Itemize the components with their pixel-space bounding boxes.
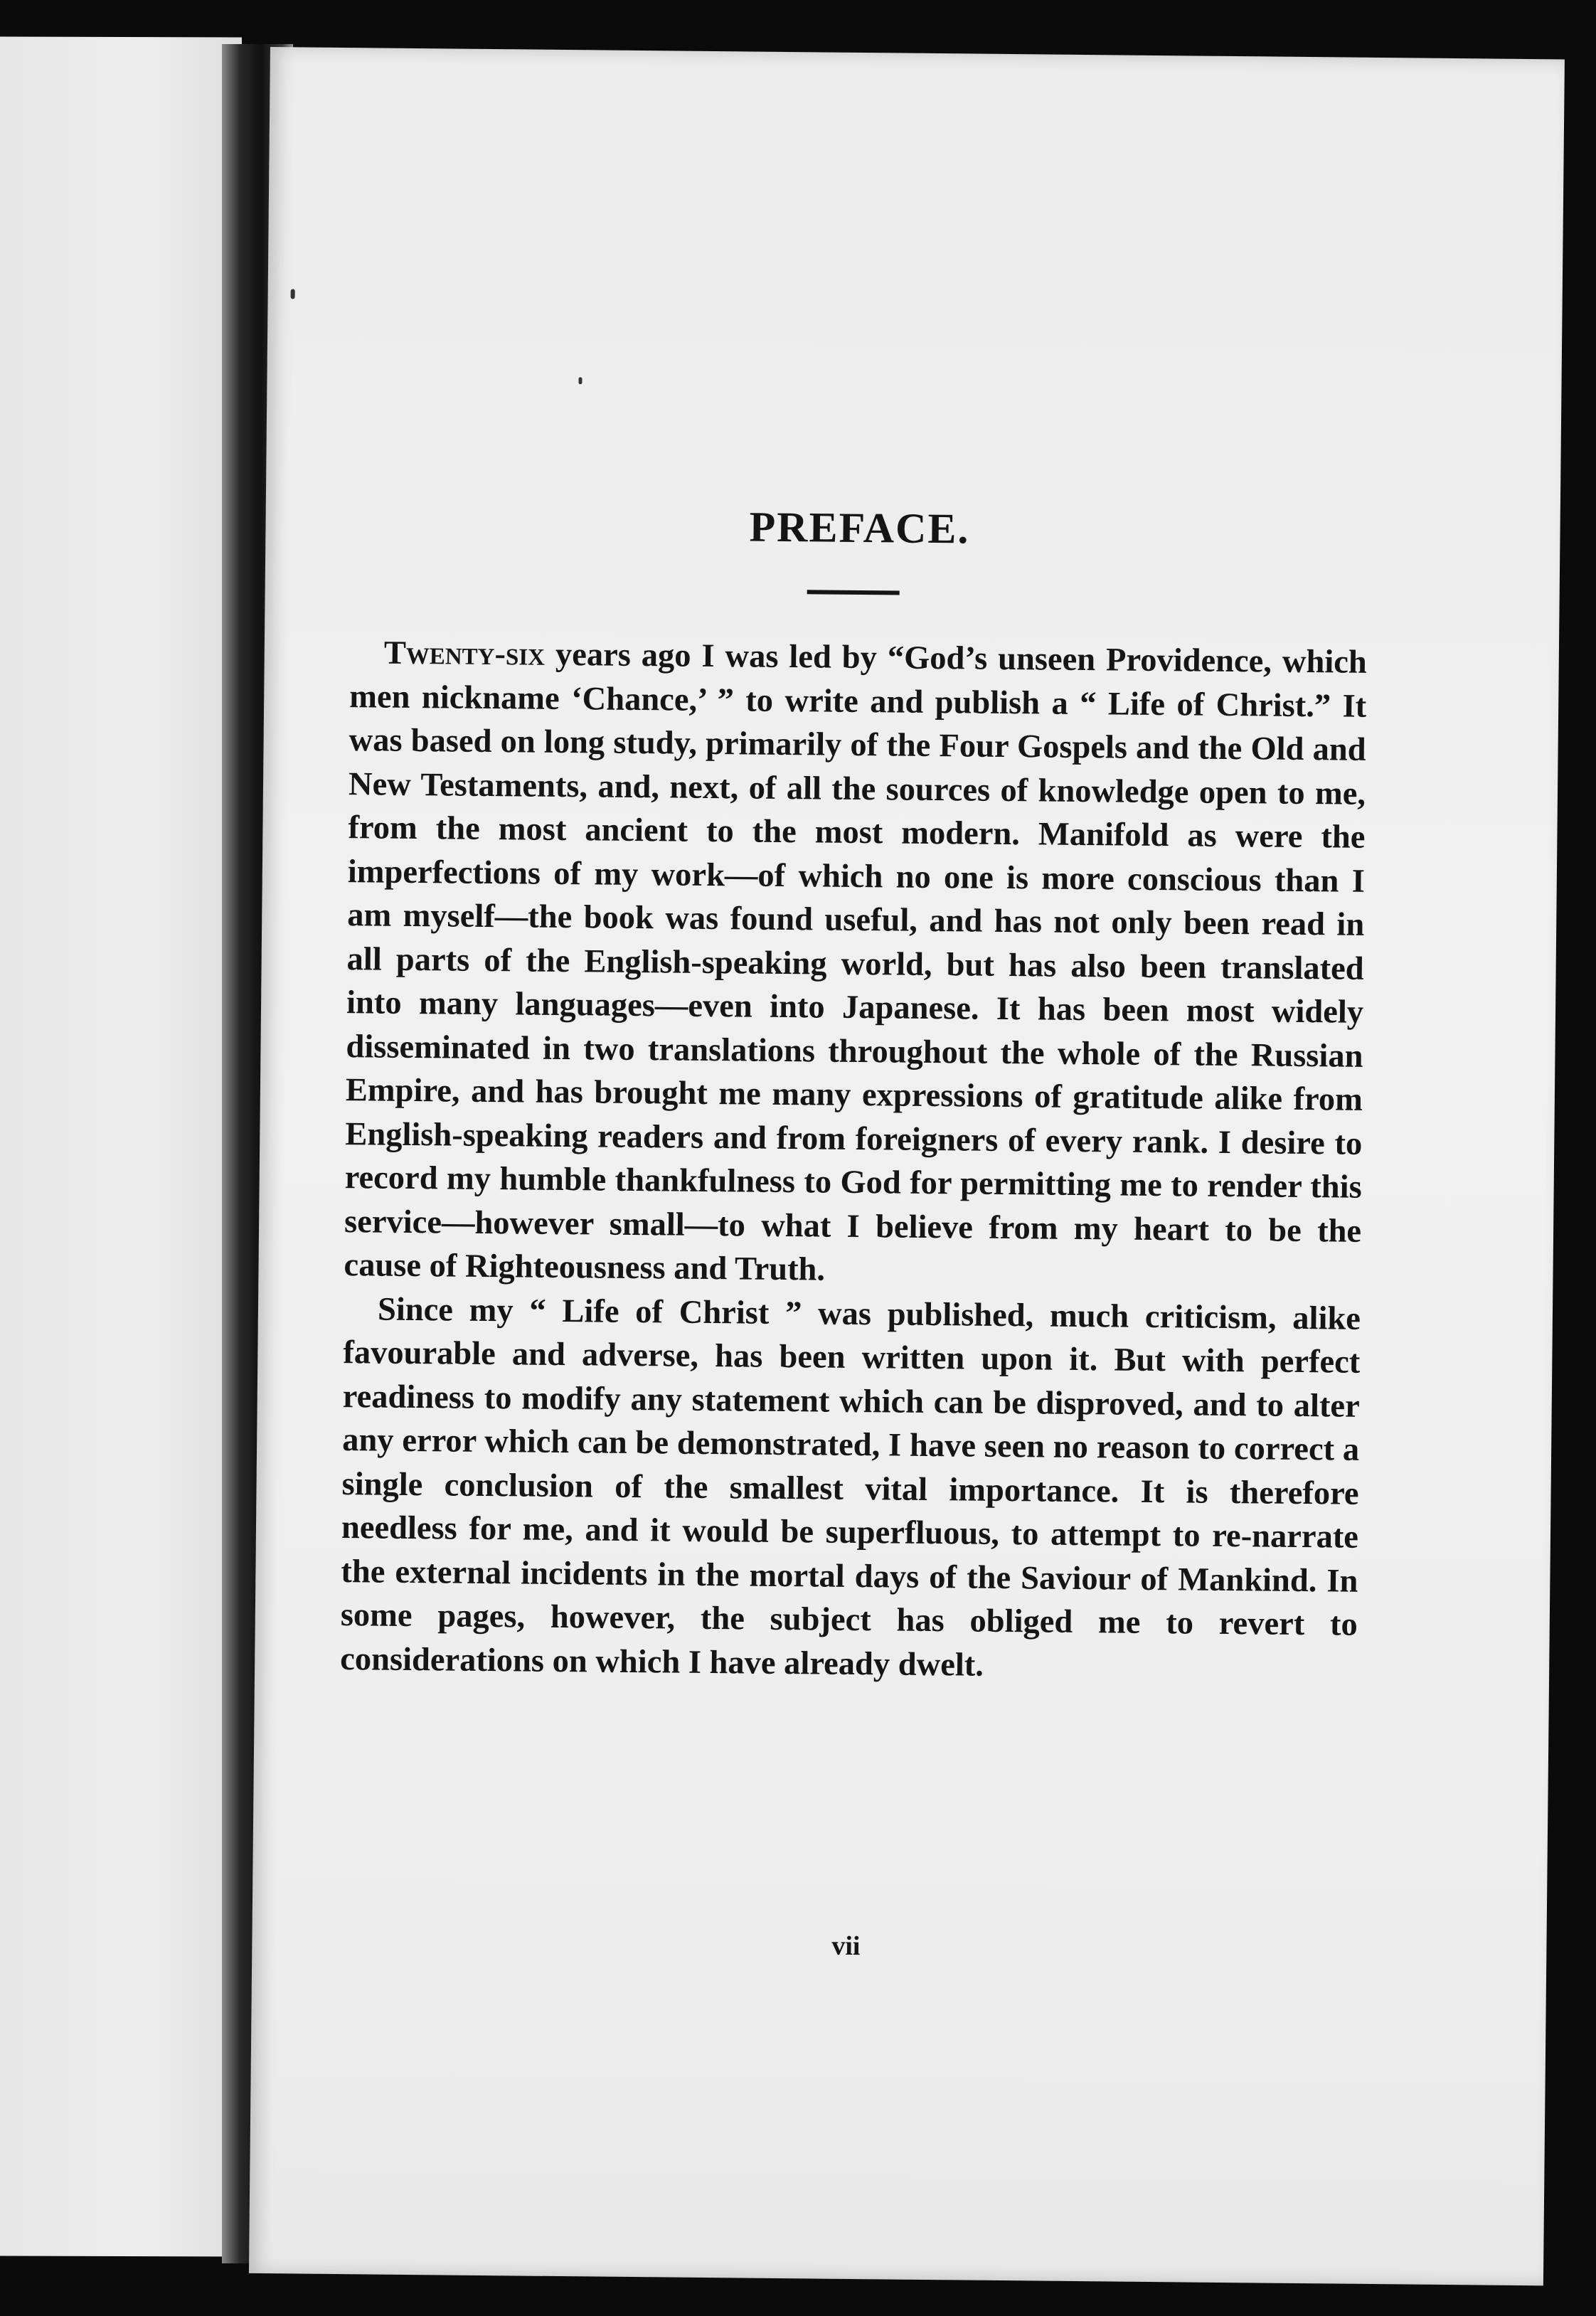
paragraph-text: years ago I was led by “God’s unseen Providence, which men nickname ‘Chance,’ ” to write and publish a “ Life of Christ.” It was based on long study, primarily of the Four Gospels and the Old and New Testaments, and, next, of all the sources of knowledge open to me, from the most ancient to the most modern. Manifold as were the imperfections of my work—of which no one is more conscious than I am myself—the book was found useful, and has not only been read in all parts of the English-speaking world, but has also been translated into many languages—even into Japanese. It has been most widely disseminated in two translations throughout the whole of the Russian Empire, and has brought me many expressions of gratitude alike from English-speaking readers and from foreigners of every rank. I desire to record my humble thankfulness to God for permitting me to render this service—however small—to what I believe from my heart to be the cause of Righteousness and Truth. (344, 636, 1368, 1288)
preface-body (340, 631, 1367, 1691)
ink-speck (578, 377, 582, 384)
paragraph-2 (340, 1287, 1361, 1691)
paragraph-1 (344, 631, 1367, 1297)
page-content (340, 48, 1373, 1962)
left-page-edge (0, 37, 242, 2257)
paragraph-lead-small-caps: Twenty-six (383, 634, 546, 673)
page-number: vii (831, 1930, 861, 1962)
paragraph-text: Since my “ Life of Christ ” was published, much criticism, alike favourable and adverse, has been written upon it. But with perfect readiness to modify any statement which can be disproved, and to alter any error which can be demonstrated, I have seen no reason to correct a single conclusion of the smallest vital importance. It is therefore needless for me, and it would be superfluous, to attempt to re-narrate the external incidents in the mortal days of the Saviour of Mankind. In some pages, however, the subject has obliged me to revert to considerations on which I have already dwelt. (340, 1291, 1361, 1684)
ink-speck (291, 289, 295, 299)
title-rule (807, 590, 900, 595)
page-title: PREFACE. (749, 503, 970, 553)
right-page (249, 47, 1565, 2285)
